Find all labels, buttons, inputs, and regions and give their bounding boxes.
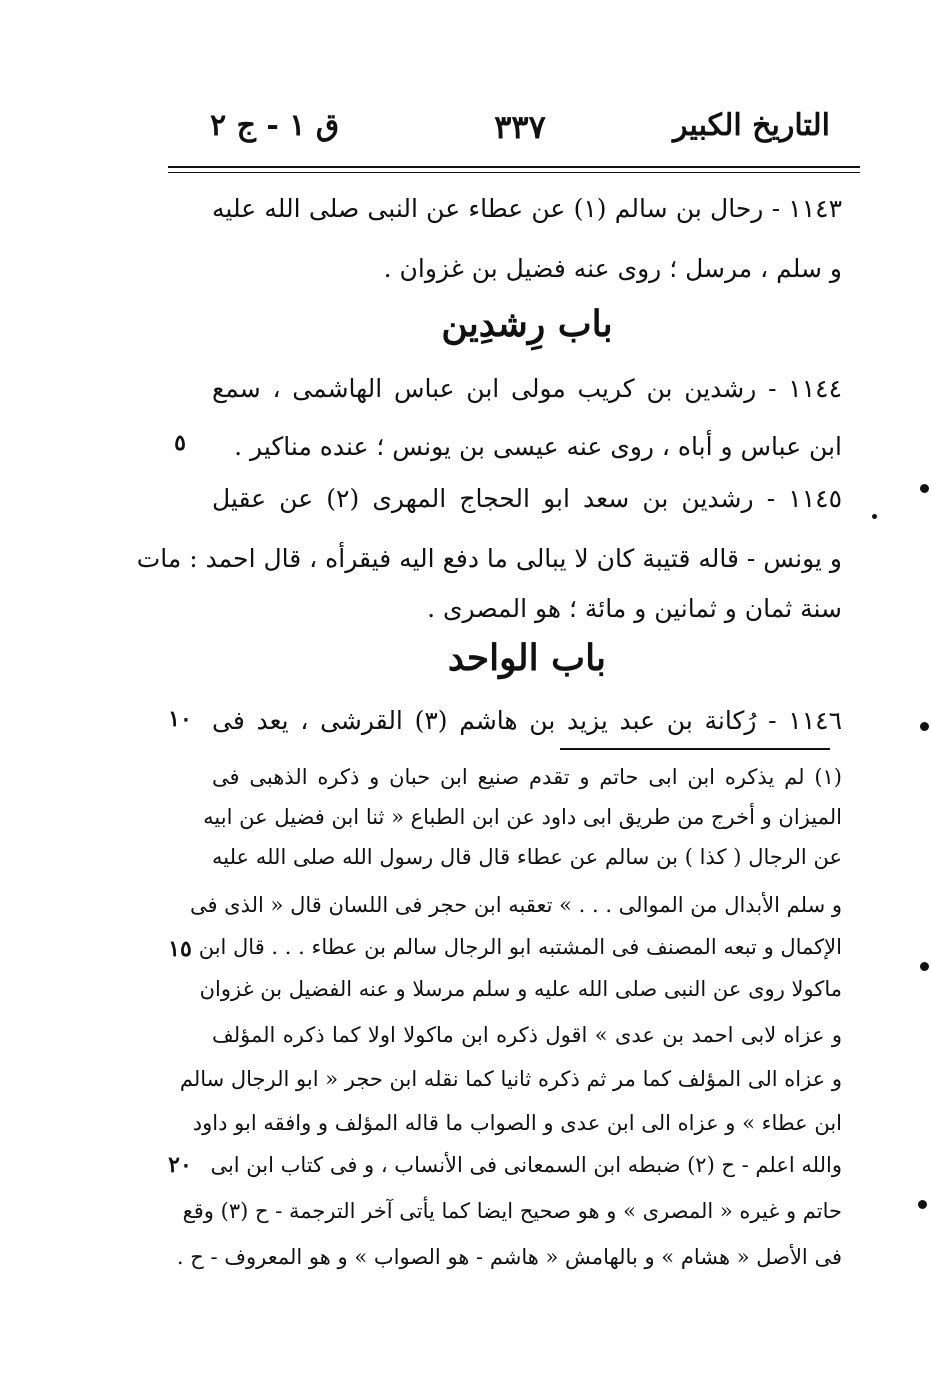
running-header: [210, 108, 830, 158]
entry-1145-line-1: ١١٤٥ - رشدين بن سعد ابو الحجاج المهرى (٢) عن عقيل: [212, 484, 842, 513]
margin-line-number-15: ١٥: [168, 936, 192, 962]
margin-line-number-10: ١٠: [168, 706, 192, 732]
entry-1145-line-2: و يونس - قاله قتيبة كان لا يبالى ما دفع اليه فيقرأه ، قال احمد : مات: [136, 544, 842, 573]
book-title: التاريخ الكبير: [672, 108, 830, 143]
scan-speck: [920, 722, 929, 731]
scan-speck: [920, 962, 929, 971]
footnote-line: فى الأصل « هشام » و بالهامش « هاشم - هو الصواب » و هو المعروف - ح .: [176, 1245, 842, 1269]
footnote-rule: [560, 748, 830, 750]
entry-1144-line-1: ١١٤٤ - رشدين بن كريب مولى ابن عباس الهاشمى ، سمع: [212, 374, 842, 403]
footnote-line: (١) لم يذكره ابن ابى حاتم و تقدم صنيع ابن حبان و ذكره الذهبى فى: [212, 765, 842, 789]
footnote-line: و عزاه لابى احمد بن عدى » اقول ذكره ابن ماكولا اولا كما ذكره المؤلف: [212, 1023, 842, 1047]
footnote-line: الميزان و أخرج من طريق ابى داود عن ابن الطباع « ثنا ابن فضيل عن ابيه: [203, 805, 842, 829]
footnote-line: و عزاه الى المؤلف كما مر ثم ذكره ثانيا كما نقله ابن حجر « ابو الرجال سالم: [179, 1067, 842, 1091]
entry-1146-line-1: ١١٤٦ - رُكانة بن عبد يزيد بن هاشم (٣) القرشى ، يعد فى: [212, 706, 842, 735]
footnote-line: حاتم و غيره « المصرى » و هو صحيح ايضا كما يأتى آخر الترجمة - ح (٣) وقع: [182, 1199, 842, 1223]
volume-label: ق ١ - ج ٢: [210, 108, 340, 143]
entry-1143-line-2: و سلم ، مرسل ؛ روى عنه فضيل بن غزوان .: [383, 254, 842, 283]
scan-speck: [872, 514, 877, 519]
section-heading-rishdin: باب رِشدِين: [441, 303, 613, 345]
page-number: ٣٣٧: [494, 108, 546, 146]
footnote-line: الإكمال و تبعه المصنف فى المشتبه ابو الرجال سالم بن عطاء . . . قال ابن: [198, 935, 842, 959]
header-rule-top: [168, 166, 860, 168]
scan-speck: [920, 484, 929, 493]
entry-1144-line-2: ابن عباس و أباه ، روى عنه عيسى بن يونس ؛ عنده مناكير .: [234, 432, 842, 461]
scan-speck: [918, 1200, 927, 1209]
footnote-line: ابن عطاء » و عزاه الى ابن عدى و الصواب ما قاله المؤلف و وافقه ابو داود: [192, 1111, 842, 1135]
entry-1143-line-1: ١١٤٣ - رحال بن سالم (١) عن عطاء عن النبى صلى الله عليه: [212, 194, 842, 223]
footnote-line: والله اعلم - ح (٢) ضبطه ابن السمعانى فى الأنساب ، و فى كتاب ابن ابى: [210, 1153, 842, 1177]
footnote-line: ماكولا روى عن النبى صلى الله عليه و سلم مرسلا و عنه الفضيل بن غزوان: [199, 977, 842, 1001]
margin-line-number-5: ٥: [174, 430, 186, 456]
margin-line-number-20: ٢٠: [168, 1152, 192, 1178]
entry-1145-line-3: سنة ثمان و ثمانين و مائة ؛ هو المصرى .: [427, 594, 842, 623]
footnote-line: و سلم الأبدال من الموالى . . . » تعقبه ابن حجر فى اللسان قال « الذى فى: [189, 893, 842, 917]
section-heading-wahid: باب الواحد: [447, 637, 607, 679]
header-rule-bottom: [168, 172, 860, 173]
footnote-line: عن الرجال ( كذا ) بن سالم عن عطاء قال قال رسول الله صلى الله عليه: [212, 845, 842, 869]
